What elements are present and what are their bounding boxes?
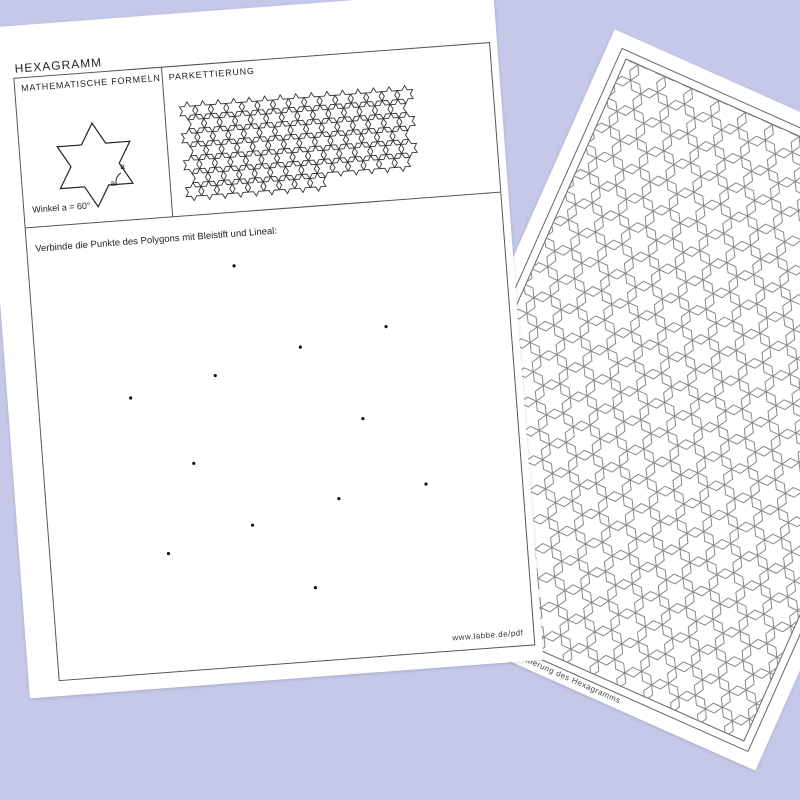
polygon-dot bbox=[384, 325, 387, 328]
hexagram-tile bbox=[527, 319, 568, 362]
hexagram-tile bbox=[620, 472, 661, 515]
hexagram-tile bbox=[738, 134, 779, 177]
hexagram-tile bbox=[700, 257, 741, 300]
hexagram-tile bbox=[677, 526, 718, 569]
hexagram-tile bbox=[524, 290, 565, 333]
hexagram-tile bbox=[763, 368, 800, 411]
worksheet-frame bbox=[13, 42, 535, 681]
hexagram-tile bbox=[742, 415, 783, 458]
hexagram-tile bbox=[716, 655, 757, 698]
hexagram-tile bbox=[789, 129, 800, 172]
hexagram-tiling-pattern bbox=[162, 44, 492, 218]
hexagram-tile bbox=[739, 386, 780, 429]
hexagram-tile bbox=[664, 408, 705, 451]
hexagram-tile bbox=[751, 503, 792, 546]
hexagram-tile bbox=[659, 601, 700, 644]
hexagram-tile bbox=[565, 197, 606, 240]
hexagram-tile bbox=[687, 140, 728, 183]
polygon-dot bbox=[337, 497, 340, 500]
hexagram-tile bbox=[748, 474, 789, 517]
polygon-dot bbox=[167, 552, 170, 555]
hexagram-tile bbox=[682, 333, 723, 376]
hexagram-tile bbox=[644, 455, 685, 498]
hexagram-tile bbox=[622, 250, 663, 293]
hexagram-tile bbox=[662, 631, 703, 674]
hexagram-tile bbox=[760, 591, 800, 634]
hexagram-tile bbox=[790, 380, 800, 423]
hexagram-tile bbox=[566, 448, 607, 491]
hexagram-tile bbox=[709, 345, 750, 388]
hexagram-tile bbox=[688, 391, 729, 434]
hexagram-tile bbox=[771, 205, 800, 248]
hexagram-tile bbox=[602, 548, 643, 591]
hexagram-tile bbox=[610, 133, 651, 176]
hexagram-tile bbox=[655, 321, 696, 364]
angle-label-inner: a bbox=[110, 178, 116, 188]
hexagram-tile bbox=[647, 484, 688, 527]
instruction-text: Verbinde die Punkte des Polygons mit Bleistift und Lineal: bbox=[34, 225, 278, 255]
hexagram-tile bbox=[661, 379, 702, 422]
hexagram-tile bbox=[592, 209, 633, 252]
hexagram-tile bbox=[638, 648, 679, 691]
hexagram-tile bbox=[574, 285, 615, 328]
hexagram-tile bbox=[724, 491, 765, 534]
hexagram-tile bbox=[563, 419, 604, 462]
hexagram-tile bbox=[619, 221, 660, 264]
hexagram-tile bbox=[703, 286, 744, 329]
polygon-dot bbox=[361, 417, 364, 420]
hexagram-tile bbox=[707, 567, 748, 610]
hexagram-tile bbox=[667, 186, 708, 229]
hexagram-tile bbox=[614, 414, 655, 457]
hexagram-tile bbox=[664, 157, 705, 200]
hexagram-tile bbox=[628, 309, 669, 352]
formulas-panel bbox=[14, 68, 173, 229]
hexagram-tile bbox=[539, 436, 580, 479]
formulas-label: MATHEMATISCHE FORMELN bbox=[20, 72, 162, 94]
hexagram-tile bbox=[590, 431, 631, 474]
hexagram-tile bbox=[604, 326, 645, 369]
hexagram-tile bbox=[544, 243, 585, 286]
hexagram-tile bbox=[673, 245, 714, 288]
hexagram-tile bbox=[721, 462, 762, 505]
hexagram-tile bbox=[657, 98, 698, 141]
polygon-dot bbox=[232, 264, 235, 267]
hexagram-tile bbox=[696, 227, 737, 270]
hexagram-tile bbox=[706, 315, 747, 358]
hexagram-tile bbox=[674, 496, 715, 539]
hexagram-tile bbox=[578, 566, 619, 609]
hexagram-tile bbox=[607, 355, 648, 398]
hexagram-tile bbox=[730, 298, 771, 341]
hexagram-tile bbox=[733, 327, 774, 370]
hexagram-tile bbox=[557, 612, 598, 655]
hexagram-tile bbox=[608, 607, 649, 650]
hexagram-tile bbox=[723, 239, 764, 282]
polygon-dot bbox=[314, 586, 317, 589]
hexagram-tile bbox=[568, 226, 609, 269]
hexagram-tile bbox=[650, 514, 691, 557]
hexagram-tile bbox=[545, 495, 586, 538]
hexagram-tile bbox=[670, 467, 711, 510]
hexagram-tile bbox=[634, 367, 675, 410]
hexagram-tile bbox=[548, 524, 589, 567]
hexagram-tile bbox=[741, 164, 782, 207]
hexagram-tile bbox=[679, 303, 720, 346]
hexagram-tile bbox=[676, 274, 717, 317]
hexagram-tile bbox=[700, 508, 741, 551]
polygon-dot bbox=[251, 523, 254, 526]
hexagram-tile bbox=[649, 262, 690, 305]
hexagram-tile bbox=[730, 550, 771, 593]
hexagram-tile bbox=[630, 86, 671, 129]
worksheet-title: HEXAGRAMM bbox=[14, 55, 103, 76]
hexagram-tile bbox=[683, 584, 724, 627]
hexagram-tile bbox=[581, 343, 622, 386]
hexagram-tile bbox=[607, 104, 648, 147]
hexagram-tile bbox=[572, 507, 613, 550]
hexagram-tile bbox=[569, 478, 610, 521]
hexagram-tile bbox=[690, 169, 731, 212]
hexagram-tile bbox=[703, 538, 744, 581]
hexagram-tile bbox=[596, 490, 637, 533]
hexagram-tile bbox=[686, 613, 727, 656]
angle-label: a bbox=[119, 161, 126, 172]
hexagram-tile bbox=[745, 444, 786, 487]
hexagram-tile bbox=[715, 403, 756, 446]
hexagram-tile bbox=[753, 281, 794, 324]
hexagram-tile bbox=[601, 297, 642, 340]
hexagram-tile bbox=[637, 145, 678, 188]
hexagram-tile bbox=[533, 378, 574, 421]
hexagram-tile bbox=[665, 660, 706, 703]
hexagram-tile bbox=[750, 251, 791, 294]
hexagram-tile bbox=[736, 357, 777, 400]
hexagram-tile bbox=[631, 338, 672, 381]
polygon-dot bbox=[299, 345, 302, 348]
hexagram-tile bbox=[584, 372, 625, 415]
hexagram-tile bbox=[554, 331, 595, 374]
hexagram-tile bbox=[542, 466, 583, 509]
hexagram-tile bbox=[713, 625, 754, 668]
angle-formula: Winkel a = 60° bbox=[31, 200, 91, 215]
hexagram-tile bbox=[740, 637, 781, 680]
hexagram-tile bbox=[656, 572, 697, 615]
tiling-label: PARKETTIERUNG bbox=[168, 65, 256, 83]
hexagram-tile bbox=[717, 181, 758, 224]
hexagram-tile bbox=[719, 684, 760, 727]
hexagram-tile bbox=[623, 502, 664, 545]
hexagram-tile bbox=[710, 596, 751, 639]
hexagram-tile bbox=[617, 443, 658, 486]
hexagram-tile bbox=[736, 608, 777, 651]
hexagram-tile bbox=[571, 255, 612, 298]
hexagram-tile bbox=[768, 175, 800, 218]
hexagram-tile bbox=[625, 279, 666, 322]
hexagram-tile bbox=[744, 193, 785, 236]
hexagram-tile bbox=[684, 110, 725, 153]
hexagram-tile bbox=[611, 636, 652, 679]
polygon-dot bbox=[424, 482, 427, 485]
hexagram-tile bbox=[691, 420, 732, 463]
hexagram-tile bbox=[605, 577, 646, 620]
hexagram-tile bbox=[726, 269, 767, 312]
hexagram-tile bbox=[765, 146, 800, 189]
hexagram-tile bbox=[640, 426, 681, 469]
hexagram-tile bbox=[693, 198, 734, 241]
hexagram-tile bbox=[554, 583, 595, 626]
hexagram-tile bbox=[714, 152, 755, 195]
hexagram-tile bbox=[712, 374, 753, 417]
hexagram-tile bbox=[646, 233, 687, 276]
hexagram-tile bbox=[718, 432, 759, 475]
hexagram-tile bbox=[179, 101, 196, 120]
hexagram-tile bbox=[637, 396, 678, 439]
hexagram-tile bbox=[599, 519, 640, 562]
hexagram-tile bbox=[560, 390, 601, 433]
hexagram-tile bbox=[733, 579, 774, 622]
hexagram-tile bbox=[536, 407, 577, 450]
hexagram-tile bbox=[694, 450, 735, 493]
hexagram-tile bbox=[577, 314, 618, 357]
website-url: www.labbe.de/pdf bbox=[452, 628, 524, 643]
hexagram-tile bbox=[593, 460, 634, 503]
hexagram-tile bbox=[595, 238, 636, 281]
hexagram-tile bbox=[658, 350, 699, 393]
hexagram-tile bbox=[670, 215, 711, 258]
hexagram-tile bbox=[586, 150, 627, 193]
hexagram-tile bbox=[633, 116, 674, 159]
tiling-panel bbox=[162, 43, 500, 217]
hexagram-tile bbox=[660, 128, 701, 171]
hexagram-tile bbox=[772, 456, 800, 499]
hexagram-tile bbox=[616, 191, 657, 234]
hexagram-tile bbox=[667, 438, 708, 481]
hexagram-tile bbox=[652, 291, 693, 334]
hexagram-tile bbox=[613, 162, 654, 205]
polygon-dot bbox=[129, 396, 132, 399]
hexagram-tile bbox=[697, 479, 738, 522]
hexagram-tile bbox=[584, 624, 625, 667]
hexagram-tile bbox=[551, 302, 592, 345]
hexagram-tile bbox=[769, 427, 800, 470]
hexagram-tile bbox=[589, 179, 630, 222]
hexagram-tile bbox=[680, 555, 721, 598]
hexagram-tile bbox=[640, 174, 681, 217]
hexagram-tile bbox=[557, 360, 598, 403]
hexagram-tile bbox=[689, 643, 730, 686]
hexagram-tile bbox=[795, 187, 800, 230]
hexagram-tile bbox=[575, 536, 616, 579]
hexagram-tile bbox=[610, 384, 651, 427]
hexagram-tile bbox=[747, 222, 788, 265]
hexagram-tile bbox=[757, 561, 798, 604]
hexagram-tile bbox=[711, 122, 752, 165]
hexagram-tile bbox=[653, 543, 694, 586]
hexagram-tile bbox=[581, 595, 622, 638]
polygon-dot bbox=[192, 462, 195, 465]
hexagram-tile bbox=[754, 532, 795, 575]
hexagram-tile bbox=[626, 531, 667, 574]
dot-grid bbox=[28, 227, 536, 682]
hexagram-tile bbox=[598, 267, 639, 310]
hexagram-tile bbox=[547, 273, 588, 316]
hexagram-tile bbox=[643, 203, 684, 246]
hexagram-tile bbox=[629, 560, 670, 603]
tessellation-footer: Parkettierung des Hexagramms bbox=[502, 645, 622, 706]
polygon-dot bbox=[214, 374, 217, 377]
hexagram-tile bbox=[692, 672, 733, 715]
hexagram-tile bbox=[551, 554, 592, 597]
hexagram-tile bbox=[720, 210, 761, 253]
hexagram-tile bbox=[632, 589, 673, 632]
hexagram-tile bbox=[587, 402, 628, 445]
hexagram-tile bbox=[635, 619, 676, 662]
hexagram-tile bbox=[530, 349, 571, 392]
hexagram-tile bbox=[727, 520, 768, 563]
hexagram-tile bbox=[756, 310, 797, 353]
hexagram-tile bbox=[685, 362, 726, 405]
